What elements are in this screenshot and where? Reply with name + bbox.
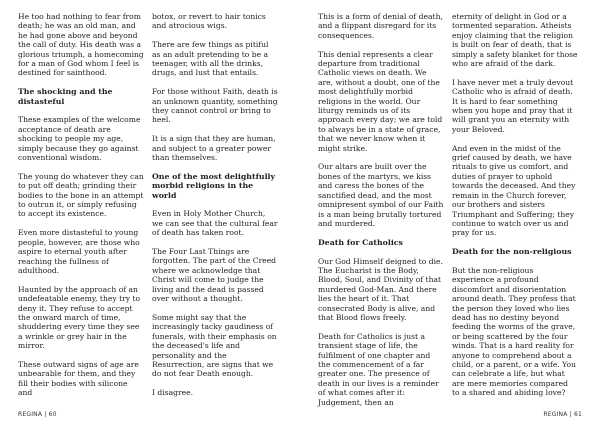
- body-paragraph: Death for Catholics is just a transient stage of life, the fulfilment of one chapter and the commencement of a far greater one. The presence of death in our lives is a reminder of what comes after it: Judgement, then an: [318, 331, 439, 407]
- body-paragraph: Our altars are built over the bones of the martyrs, we kiss and caress the bones of the sanctified dead, and the most omnipresent symbol of our Faith is a man being brutally tortured and murdered.: [318, 162, 444, 228]
- body-paragraph: Some might say that the increasingly tacky gaudiness of funerals, with their emphasis on the deceased's life and personality and the Resurrection, are signs that we do not fear Death enough.: [152, 312, 277, 379]
- body-paragraph: These outward signs of age are unbearable for them, and they fill their bodies with silicone and: [18, 359, 139, 398]
- body-paragraph: This denial represents a clear departure from traditional Catholic views on death. We are, without a doubt, one of the most delightfully morbid religions in the world. Our liturgy reminds us of its approach every day; we are told to always be in a state of grace, that we never know when it might strike.: [318, 49, 443, 153]
- body-paragraph: There are few things as pitiful as an adult pretending to be a teenager, with all the drinks, drugs, and lust that entails.: [152, 40, 269, 78]
- body-paragraph: Our God Himself deigned to die. The Eucharist is the Body, Blood, Soul, and Divinity of that murdered God-Man. And there lies the heart of it. That consecrated Body is alive, and that Blood flows freely.: [318, 256, 443, 322]
- body-paragraph: Haunted by the approach of an undefeatable enemy, they try to deny it. They refuse to accept the onward march of time, shuddering every time they see a wrinkle or grey hair in the mirror.: [18, 284, 141, 351]
- body-paragraph: Even more distasteful to young people, however, are those who aspire to eternal youth after reaching the fullness of adulthood.: [18, 228, 140, 275]
- page-folio-left: REGINA | 60: [18, 411, 57, 418]
- right-page: [300, 0, 600, 424]
- body-paragraph: eternity of delight in God or a tormented separation. Atheists enjoy claiming that the religion is built on fear of death, that is simply a safety blanket for those who are afraid of the dark.: [452, 12, 578, 69]
- left-page-column-2: [152, 12, 278, 407]
- section-heading: Death for Catholics: [318, 237, 403, 247]
- body-paragraph: He too had nothing to fear from death; he was an old man, and he had gone above and beyond the call of duty. His death was a glorious triumph, a homecoming for a man of God whom I feel is destined for sainthood.: [18, 12, 144, 78]
- section-heading: The shocking and the distasteful: [18, 87, 113, 106]
- right-page-column-1: [318, 12, 444, 416]
- body-paragraph: For those without Faith, death is an unknown quantity, something they cannot control or bring to heel.: [152, 87, 278, 125]
- body-paragraph: Even in Holy Mother Church, we can see that the cultural fear of death has taken root.: [152, 209, 278, 238]
- body-paragraph: I disagree.: [152, 388, 194, 398]
- body-paragraph: This is a form of denial of death, and a flippant disregard for its consequences.: [318, 12, 443, 40]
- section-heading: One of the most delightfully morbid religions in the world: [152, 171, 276, 200]
- body-paragraph: botox, or revert to hair tonics and atrocious wigs.: [152, 12, 266, 31]
- body-paragraph: The Four Last Things are forgotten. The part of the Creed where we acknowledge that Christ will come to judge the living and the dead is passed over without a thought.: [152, 247, 277, 304]
- page-folio-right: REGINA | 61: [543, 411, 582, 418]
- right-page-column-2: [452, 12, 578, 407]
- body-paragraph: And even in the midst of the grief caused by death, we have rituals to give us comfort, and duties of prayer to uphold towards the deceased. And they remain in the Church forever, our brothers and sisters Triumphant and Suffering; they continue to watch over us and pray for us.: [452, 143, 576, 238]
- body-paragraph: I have never met a truly devout Catholic who is afraid of death. It is hard to fear something when you hope and pray that it will grant you an eternity with your Beloved.: [452, 77, 574, 134]
- body-paragraph: These examples of the welcome acceptance of death are shocking to people my age, simply because they go against conventional wisdom.: [18, 115, 141, 163]
- section-heading: Death for the non-religious: [452, 247, 572, 257]
- left-page-column-1: [18, 12, 144, 407]
- body-paragraph: But the non-religious experience a profound discomfort and disorientation around death. They profess that the person they loved who lies dead has no destiny beyond feeding the worms of the grave, or being scattered by the four winds. That is a hard reality for anyone to comprehend about a child, or a parent, or a wife. You can celebrate a life, but what are mere memories compared to a shared and abiding love?: [452, 265, 576, 398]
- body-paragraph: It is a sign that they are human, and subject to a greater power than themselves.: [152, 134, 276, 163]
- body-paragraph: The young do whatever they can to put off death; grinding their bodies to the bone in an attempt to outrun it, or simply refusing to accept its existence.: [18, 171, 144, 219]
